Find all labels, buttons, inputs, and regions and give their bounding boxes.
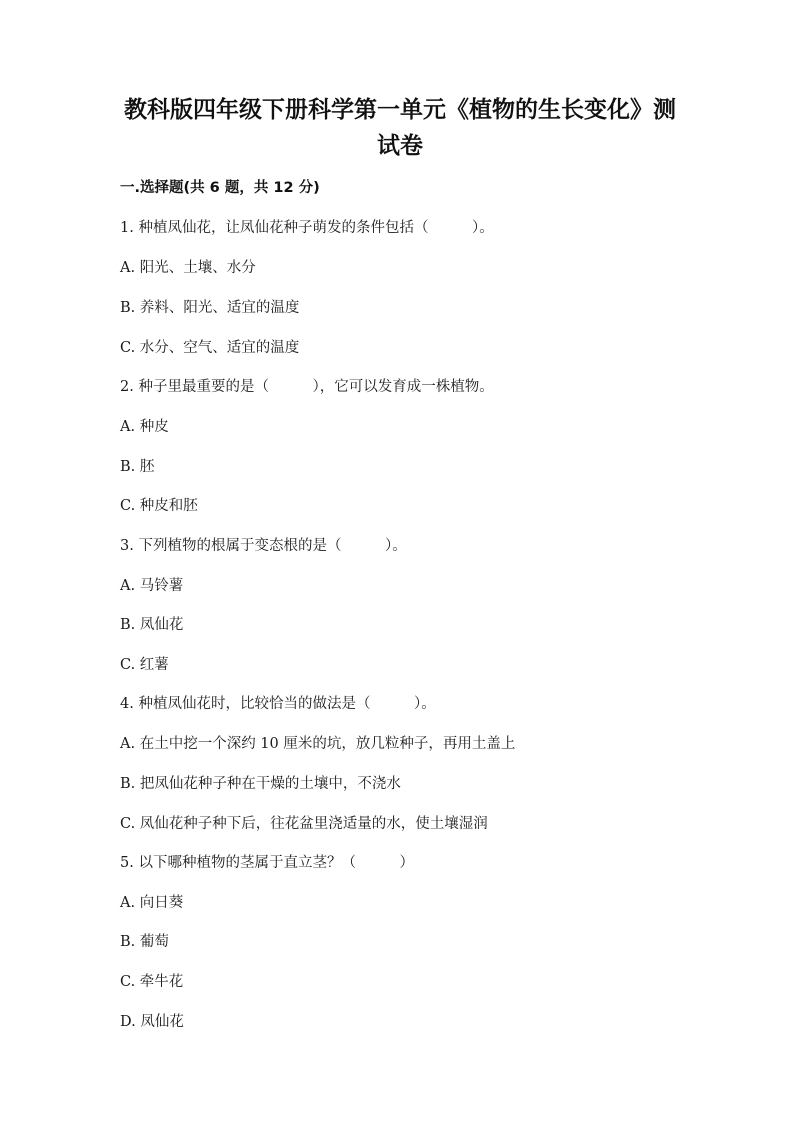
question-1-option-a[interactable]: A. 阳光、土壤、水分 bbox=[120, 260, 256, 276]
section-heading: 一.选择题(共 6 题，共 12 分) bbox=[120, 180, 320, 196]
question-4-option-a[interactable]: A. 在土中挖一个深约 10 厘米的坑，放几粒种子，再用土盖上 bbox=[120, 736, 516, 752]
question-5-stem: 5. 以下哪种植物的茎属于直立茎？（ ） bbox=[120, 855, 414, 871]
question-2-stem: 2. 种子里最重要的是（ ），它可以发育成一株植物。 bbox=[120, 379, 494, 395]
page-title: 教科版四年级下册科学第一单元《植物的生长变化》测试卷 bbox=[124, 97, 676, 159]
question-5-option-b[interactable]: B. 葡萄 bbox=[120, 934, 169, 950]
question-4-option-c[interactable]: C. 凤仙花种子种下后，往花盆里浇适量的水，使土壤湿润 bbox=[120, 816, 488, 832]
question-3-option-c[interactable]: C. 红薯 bbox=[120, 657, 169, 673]
question-1-stem: 1. 种植凤仙花，让凤仙花种子萌发的条件包括（ ）。 bbox=[120, 220, 494, 236]
question-4-option-b[interactable]: B. 把凤仙花种子种在干燥的土壤中，不浇水 bbox=[120, 776, 401, 792]
question-5-option-a[interactable]: A. 向日葵 bbox=[120, 895, 184, 911]
question-3-stem: 3. 下列植物的根属于变态根的是（ ）。 bbox=[120, 538, 407, 554]
question-5-option-d[interactable]: D. 凤仙花 bbox=[120, 1014, 184, 1030]
question-3-option-a[interactable]: A. 马铃薯 bbox=[120, 578, 184, 594]
question-2-option-b[interactable]: B. 胚 bbox=[120, 459, 155, 475]
question-1-option-c[interactable]: C. 水分、空气、适宜的温度 bbox=[120, 340, 300, 356]
question-3-option-b[interactable]: B. 凤仙花 bbox=[120, 617, 184, 633]
question-1-option-b[interactable]: B. 养料、阳光、适宜的温度 bbox=[120, 300, 300, 316]
question-4-stem: 4. 种植凤仙花时，比较恰当的做法是（ ）。 bbox=[120, 696, 436, 712]
question-2-option-a[interactable]: A. 种皮 bbox=[120, 419, 169, 435]
question-5-option-c[interactable]: C. 牵牛花 bbox=[120, 974, 184, 990]
question-2-option-c[interactable]: C. 种皮和胚 bbox=[120, 498, 198, 514]
